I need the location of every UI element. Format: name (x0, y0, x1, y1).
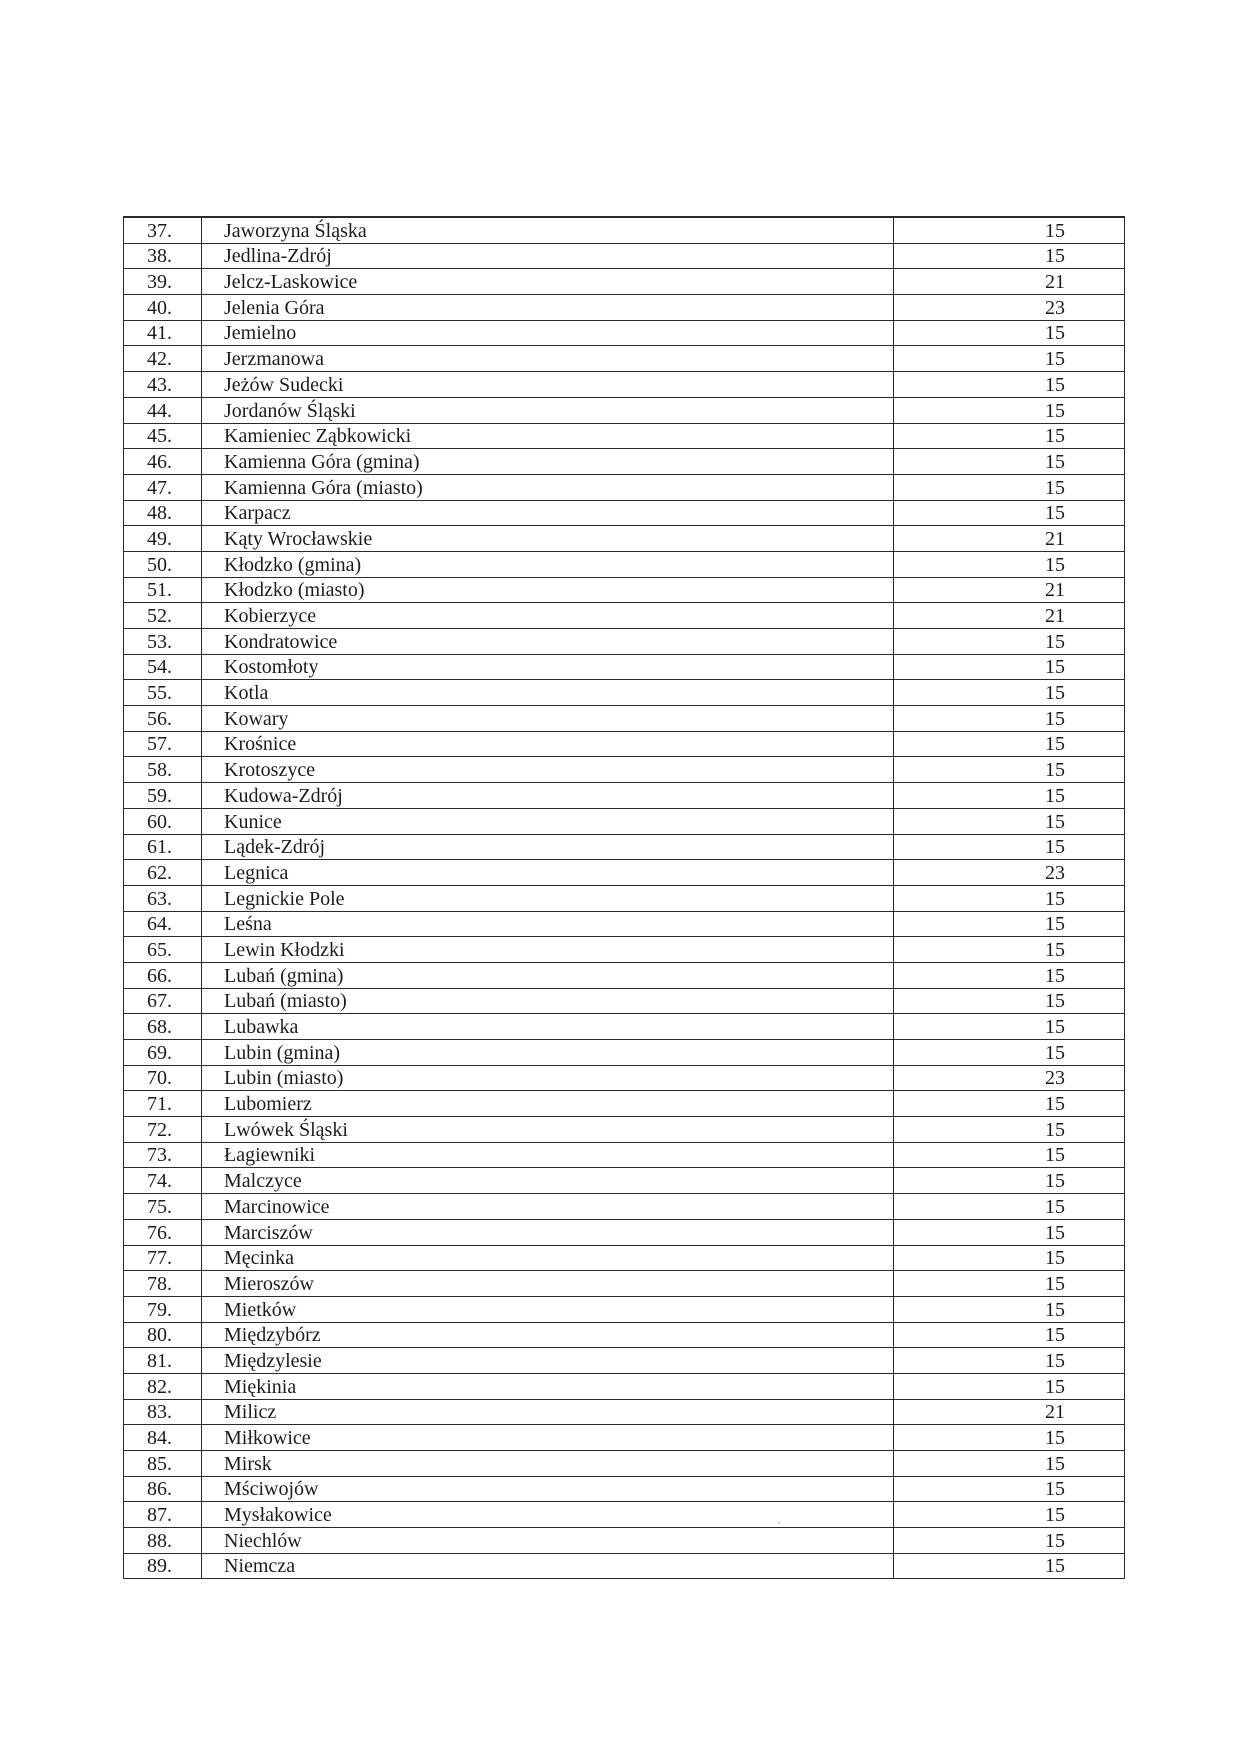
municipality-name: Mściwojów (202, 1476, 894, 1502)
table-row (124, 1425, 1125, 1451)
municipality-name: Jedlina-Zdrój (202, 243, 894, 269)
table-row (124, 962, 1125, 988)
row-value: 15 (894, 731, 1125, 757)
municipality-name: Kowary (202, 706, 894, 732)
table-row (124, 269, 1125, 295)
municipality-name: Mietków (202, 1296, 894, 1322)
table-row (124, 1451, 1125, 1477)
municipality-name: Kostomłoty (202, 654, 894, 680)
table-row (124, 911, 1125, 937)
row-value: 15 (894, 937, 1125, 963)
row-value: 15 (894, 834, 1125, 860)
municipality-name: Lewin Kłodzki (202, 937, 894, 963)
row-number: 63. (124, 885, 202, 911)
municipality-name: Malczyce (202, 1168, 894, 1194)
municipality-name: Legnica (202, 860, 894, 886)
table-row (124, 937, 1125, 963)
row-value: 15 (894, 885, 1125, 911)
row-number: 52. (124, 603, 202, 629)
row-value: 15 (894, 988, 1125, 1014)
row-value: 15 (894, 449, 1125, 475)
table-row (124, 988, 1125, 1014)
row-number: 61. (124, 834, 202, 860)
row-number: 42. (124, 346, 202, 372)
row-number: 67. (124, 988, 202, 1014)
row-number: 72. (124, 1117, 202, 1143)
row-number: 82. (124, 1373, 202, 1399)
row-value: 15 (894, 706, 1125, 732)
table-row (124, 757, 1125, 783)
municipality-name: Kamieniec Ząbkowicki (202, 423, 894, 449)
municipality-name: Kąty Wrocławskie (202, 526, 894, 552)
municipality-name: Marciszów (202, 1219, 894, 1245)
row-value: 15 (894, 1373, 1125, 1399)
row-number: 75. (124, 1194, 202, 1220)
row-number: 80. (124, 1322, 202, 1348)
row-value: 15 (894, 783, 1125, 809)
row-value: 15 (894, 1245, 1125, 1271)
row-number: 46. (124, 449, 202, 475)
table-row (124, 1528, 1125, 1554)
row-number: 76. (124, 1219, 202, 1245)
municipality-name: Milicz (202, 1399, 894, 1425)
row-value: 23 (894, 295, 1125, 321)
row-value: 15 (894, 551, 1125, 577)
row-number: 58. (124, 757, 202, 783)
row-value: 15 (894, 397, 1125, 423)
row-number: 54. (124, 654, 202, 680)
table-row (124, 397, 1125, 423)
municipality-name: Lwówek Śląski (202, 1117, 894, 1143)
municipality-name: Lądek-Zdrój (202, 834, 894, 860)
row-number: 88. (124, 1528, 202, 1554)
municipality-name: Lubin (gmina) (202, 1040, 894, 1066)
row-number: 59. (124, 783, 202, 809)
municipality-name: Kondratowice (202, 629, 894, 655)
table-row (124, 680, 1125, 706)
row-number: 53. (124, 629, 202, 655)
row-value: 21 (894, 577, 1125, 603)
municipality-name: Karpacz (202, 500, 894, 526)
municipality-name: Lubomierz (202, 1091, 894, 1117)
table-row (124, 551, 1125, 577)
table-row (124, 654, 1125, 680)
scan-speck (778, 1522, 780, 1524)
table-row (124, 834, 1125, 860)
table-row (124, 1271, 1125, 1297)
municipality-name: Jemielno (202, 320, 894, 346)
row-value: 15 (894, 1553, 1125, 1579)
row-number: 66. (124, 962, 202, 988)
row-value: 15 (894, 1502, 1125, 1528)
row-number: 41. (124, 320, 202, 346)
municipality-name: Kunice (202, 808, 894, 834)
table-row (124, 1322, 1125, 1348)
municipality-name: Lubań (miasto) (202, 988, 894, 1014)
row-number: 81. (124, 1348, 202, 1374)
row-value: 15 (894, 217, 1125, 243)
table-row (124, 706, 1125, 732)
row-number: 77. (124, 1245, 202, 1271)
table-row (124, 217, 1125, 243)
table-row (124, 731, 1125, 757)
table-row (124, 346, 1125, 372)
row-value: 15 (894, 1142, 1125, 1168)
row-value: 15 (894, 1322, 1125, 1348)
row-value: 15 (894, 654, 1125, 680)
row-number: 70. (124, 1065, 202, 1091)
municipality-name: Kobierzyce (202, 603, 894, 629)
row-number: 74. (124, 1168, 202, 1194)
row-value: 15 (894, 1271, 1125, 1297)
row-value: 15 (894, 757, 1125, 783)
row-value: 15 (894, 962, 1125, 988)
row-value: 15 (894, 1014, 1125, 1040)
row-value: 15 (894, 1528, 1125, 1554)
municipality-name: Kamienna Góra (gmina) (202, 449, 894, 475)
row-value: 15 (894, 1117, 1125, 1143)
table-row (124, 372, 1125, 398)
table-row (124, 1245, 1125, 1271)
table-row (124, 423, 1125, 449)
municipality-name: Jelenia Góra (202, 295, 894, 321)
row-number: 89. (124, 1553, 202, 1579)
row-number: 51. (124, 577, 202, 603)
municipality-name: Męcinka (202, 1245, 894, 1271)
municipality-name: Jaworzyna Śląska (202, 217, 894, 243)
row-number: 64. (124, 911, 202, 937)
row-value: 21 (894, 1399, 1125, 1425)
table-row (124, 603, 1125, 629)
row-value: 15 (894, 1476, 1125, 1502)
table-row (124, 1142, 1125, 1168)
table-row (124, 1117, 1125, 1143)
municipality-name: Jelcz-Laskowice (202, 269, 894, 295)
row-number: 48. (124, 500, 202, 526)
table-row (124, 295, 1125, 321)
row-value: 15 (894, 500, 1125, 526)
table-row (124, 526, 1125, 552)
table-row (124, 1168, 1125, 1194)
municipality-table (123, 216, 1125, 1579)
table-row (124, 500, 1125, 526)
table-row (124, 1476, 1125, 1502)
table-row (124, 1296, 1125, 1322)
municipality-name: Marcinowice (202, 1194, 894, 1220)
row-number: 65. (124, 937, 202, 963)
table-row (124, 1219, 1125, 1245)
row-number: 71. (124, 1091, 202, 1117)
row-value: 21 (894, 526, 1125, 552)
municipality-name: Miłkowice (202, 1425, 894, 1451)
municipality-name: Krotoszyce (202, 757, 894, 783)
municipality-name: Mysłakowice (202, 1502, 894, 1528)
table-row (124, 885, 1125, 911)
municipality-name: Kłodzko (miasto) (202, 577, 894, 603)
table-row (124, 577, 1125, 603)
row-value: 15 (894, 1296, 1125, 1322)
municipality-name: Lubin (miasto) (202, 1065, 894, 1091)
row-value: 15 (894, 474, 1125, 500)
municipality-name: Międzybórz (202, 1322, 894, 1348)
municipality-name: Kudowa-Zdrój (202, 783, 894, 809)
row-number: 39. (124, 269, 202, 295)
table-row (124, 1348, 1125, 1374)
table-row (124, 1040, 1125, 1066)
table-row (124, 783, 1125, 809)
row-number: 55. (124, 680, 202, 706)
municipality-name: Międzylesie (202, 1348, 894, 1374)
row-value: 15 (894, 320, 1125, 346)
municipality-name: Łagiewniki (202, 1142, 894, 1168)
row-number: 50. (124, 551, 202, 577)
table-row (124, 474, 1125, 500)
table-row (124, 1194, 1125, 1220)
row-value: 15 (894, 629, 1125, 655)
municipality-name: Miękinia (202, 1373, 894, 1399)
row-number: 60. (124, 808, 202, 834)
municipality-name: Krośnice (202, 731, 894, 757)
table-row (124, 243, 1125, 269)
row-number: 78. (124, 1271, 202, 1297)
row-number: 37. (124, 217, 202, 243)
municipality-name: Kotla (202, 680, 894, 706)
row-value: 15 (894, 346, 1125, 372)
row-number: 57. (124, 731, 202, 757)
table-row (124, 1373, 1125, 1399)
row-value: 15 (894, 680, 1125, 706)
row-value: 15 (894, 1091, 1125, 1117)
table-row (124, 1065, 1125, 1091)
municipality-name: Leśna (202, 911, 894, 937)
municipality-name: Legnickie Pole (202, 885, 894, 911)
municipality-name: Mirsk (202, 1451, 894, 1477)
row-number: 69. (124, 1040, 202, 1066)
municipality-name: Kamienna Góra (miasto) (202, 474, 894, 500)
row-number: 84. (124, 1425, 202, 1451)
row-value: 15 (894, 1040, 1125, 1066)
table-row (124, 1553, 1125, 1579)
row-number: 56. (124, 706, 202, 732)
row-number: 79. (124, 1296, 202, 1322)
table-row (124, 1502, 1125, 1528)
row-value: 21 (894, 269, 1125, 295)
table-row (124, 629, 1125, 655)
municipality-name: Jeżów Sudecki (202, 372, 894, 398)
row-value: 15 (894, 808, 1125, 834)
row-number: 44. (124, 397, 202, 423)
row-number: 85. (124, 1451, 202, 1477)
table-row (124, 1399, 1125, 1425)
table-row (124, 808, 1125, 834)
row-value: 15 (894, 1425, 1125, 1451)
row-number: 62. (124, 860, 202, 886)
row-value: 15 (894, 911, 1125, 937)
municipality-name: Lubawka (202, 1014, 894, 1040)
row-value: 21 (894, 603, 1125, 629)
row-value: 15 (894, 1348, 1125, 1374)
row-value: 15 (894, 1194, 1125, 1220)
municipality-name: Niemcza (202, 1553, 894, 1579)
municipality-name: Jerzmanowa (202, 346, 894, 372)
table-row (124, 320, 1125, 346)
row-value: 15 (894, 1451, 1125, 1477)
row-number: 38. (124, 243, 202, 269)
row-value: 15 (894, 1168, 1125, 1194)
row-number: 73. (124, 1142, 202, 1168)
municipality-name: Lubań (gmina) (202, 962, 894, 988)
table-row (124, 860, 1125, 886)
row-value: 15 (894, 423, 1125, 449)
table-row (124, 449, 1125, 475)
row-number: 47. (124, 474, 202, 500)
row-value: 15 (894, 243, 1125, 269)
row-number: 68. (124, 1014, 202, 1040)
row-value: 23 (894, 1065, 1125, 1091)
municipality-name: Jordanów Śląski (202, 397, 894, 423)
table-row (124, 1014, 1125, 1040)
municipality-name: Kłodzko (gmina) (202, 551, 894, 577)
table-row (124, 1091, 1125, 1117)
row-number: 40. (124, 295, 202, 321)
municipality-name: Mieroszów (202, 1271, 894, 1297)
row-number: 45. (124, 423, 202, 449)
row-number: 86. (124, 1476, 202, 1502)
row-value: 15 (894, 372, 1125, 398)
row-number: 87. (124, 1502, 202, 1528)
row-number: 49. (124, 526, 202, 552)
row-value: 23 (894, 860, 1125, 886)
row-number: 43. (124, 372, 202, 398)
table-body (124, 217, 1125, 1579)
municipality-name: Niechlów (202, 1528, 894, 1554)
row-value: 15 (894, 1219, 1125, 1245)
row-number: 83. (124, 1399, 202, 1425)
